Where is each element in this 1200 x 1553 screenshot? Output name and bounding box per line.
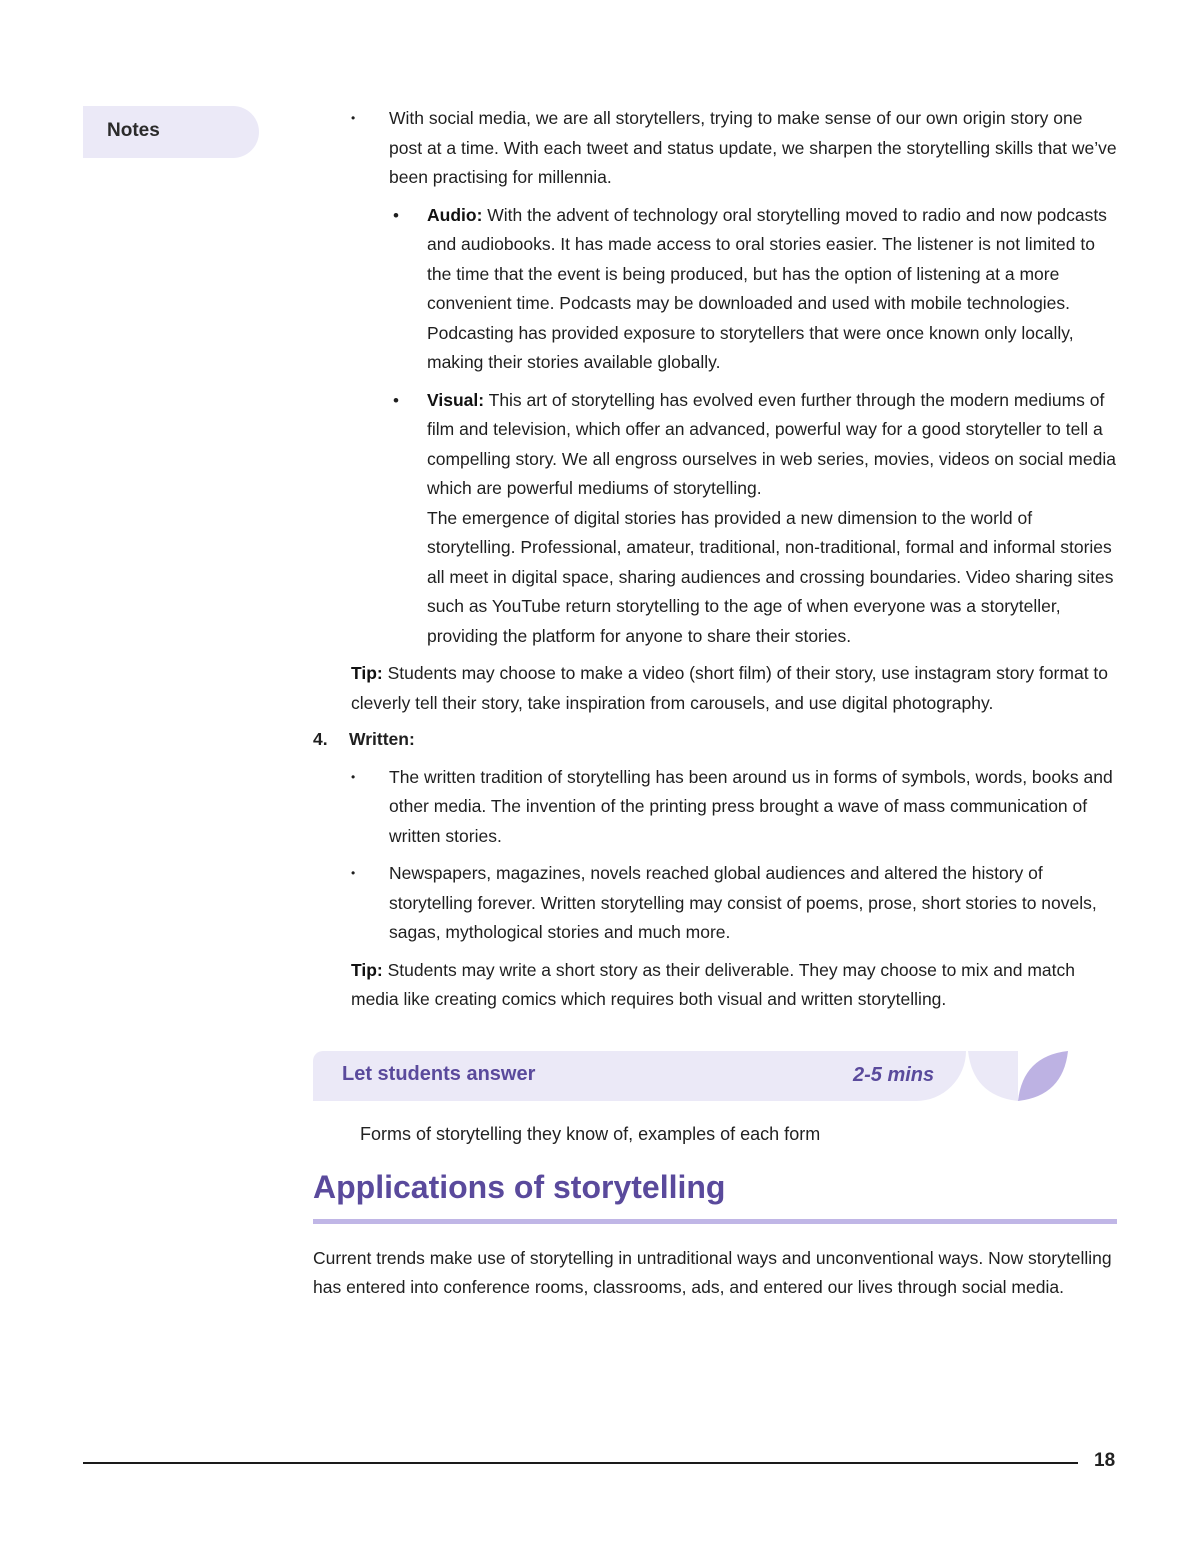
sub-bullet-visual bbox=[313, 386, 1118, 652]
numbered-heading-written bbox=[313, 725, 1118, 755]
activity-label: Let students answer bbox=[342, 1062, 536, 1085]
bullet-written-tradition: • The written tradition of storytelling has been around us in forms of symbols, words, books and other media. The invention of the printing press brought a wave of mass communication of written stories. bbox=[313, 763, 1118, 852]
bullet-dot-icon: • bbox=[351, 866, 356, 880]
activity-time: 2-5 mins bbox=[853, 1063, 935, 1086]
activity-banner bbox=[313, 1051, 1068, 1101]
bullet-dot-icon: • bbox=[351, 769, 356, 784]
written-heading: Written: bbox=[349, 729, 415, 749]
page-number: 18 bbox=[1094, 1450, 1116, 1471]
bullet-dot-icon: • bbox=[393, 390, 399, 410]
tip-video bbox=[313, 659, 1118, 718]
notes-tab bbox=[83, 106, 259, 158]
activity-answer: Forms of storytelling they know of, examples of each form bbox=[360, 1123, 821, 1144]
bullet-newspapers: • Newspapers, magazines, novels reached global audiences and altered the history of storytelling forever. Written storytelling may consist of poems, prose, short stories to novels, sagas, mythological stories and much more. bbox=[313, 859, 1118, 948]
bullet-dot-icon: • bbox=[351, 111, 356, 125]
leaf-decoration-icon bbox=[968, 1051, 1068, 1101]
tip-text: Students may write a short story as their deliverable. They may choose to mix and match media like creating comics which requires both visual and written storytelling. bbox=[351, 959, 1075, 1009]
visual-label: Visual: bbox=[427, 389, 485, 410]
tip-label: Tip: bbox=[351, 959, 383, 980]
tip-text: Students may choose to make a video (short film) of their story, use instagram story format to cleverly tell their story, take inspiration from carousels, and use digital photography. bbox=[351, 663, 1109, 713]
footer-divider bbox=[83, 1462, 1078, 1464]
audio-text: With the advent of technology oral storytelling moved to radio and now podcasts and audiobooks. It has made access to oral stories easier. The listener is not limited to the time that the event is being produced, but has the option of listening at a more convenient time. Podcasts may be downloaded and used with mobile technologies. Podcasting has provided exposure to storytellers that were once known only locally, making their stories available globally. bbox=[427, 204, 1107, 372]
tip-label: Tip: bbox=[351, 663, 383, 683]
audio-label: Audio: bbox=[427, 204, 483, 225]
visual-text-2: The emergence of digital stories has provided a new dimension to the world of storytelling. Professional, amateur, traditional, non-traditional, formal and informal stories all meet in digital space, sharing audiences and crossing boundaries. Video sharing sites such as YouTube return storytelling to the age of when everyone was a storyteller, providing the platform for anyone to share their stories. bbox=[427, 507, 1114, 646]
section-body: Current trends make use of storytelling in untraditional ways and unconventional ways. Now storytelling has entered into conference rooms, classrooms, ads, and entered our lives through social media. bbox=[313, 1247, 1112, 1297]
notes-label: Notes bbox=[107, 120, 160, 141]
section-divider bbox=[313, 1219, 1117, 1224]
bullet-dot-icon: • bbox=[393, 205, 399, 225]
section-title: Applications of storytelling bbox=[313, 1168, 726, 1205]
sub-bullet-audio bbox=[313, 201, 1118, 378]
main-content bbox=[313, 104, 1118, 1303]
list-number: 4. bbox=[313, 729, 328, 749]
visual-text: This art of storytelling has evolved even further through the modern mediums of film and television, which offer an advanced, powerful way for a good storyteller to tell a compelling story. We all engross ourselves in web series, movies, videos on social media which are powerful mediums of storytelling. bbox=[427, 389, 1116, 498]
bullet-social-media: • With social media, we are all storytellers, trying to make sense of our own origin story one post at a time. With each tweet and status update, we sharpen the storytelling skills that we’ve been practising for millennia. bbox=[313, 104, 1118, 193]
tip-short-story bbox=[313, 956, 1118, 1015]
